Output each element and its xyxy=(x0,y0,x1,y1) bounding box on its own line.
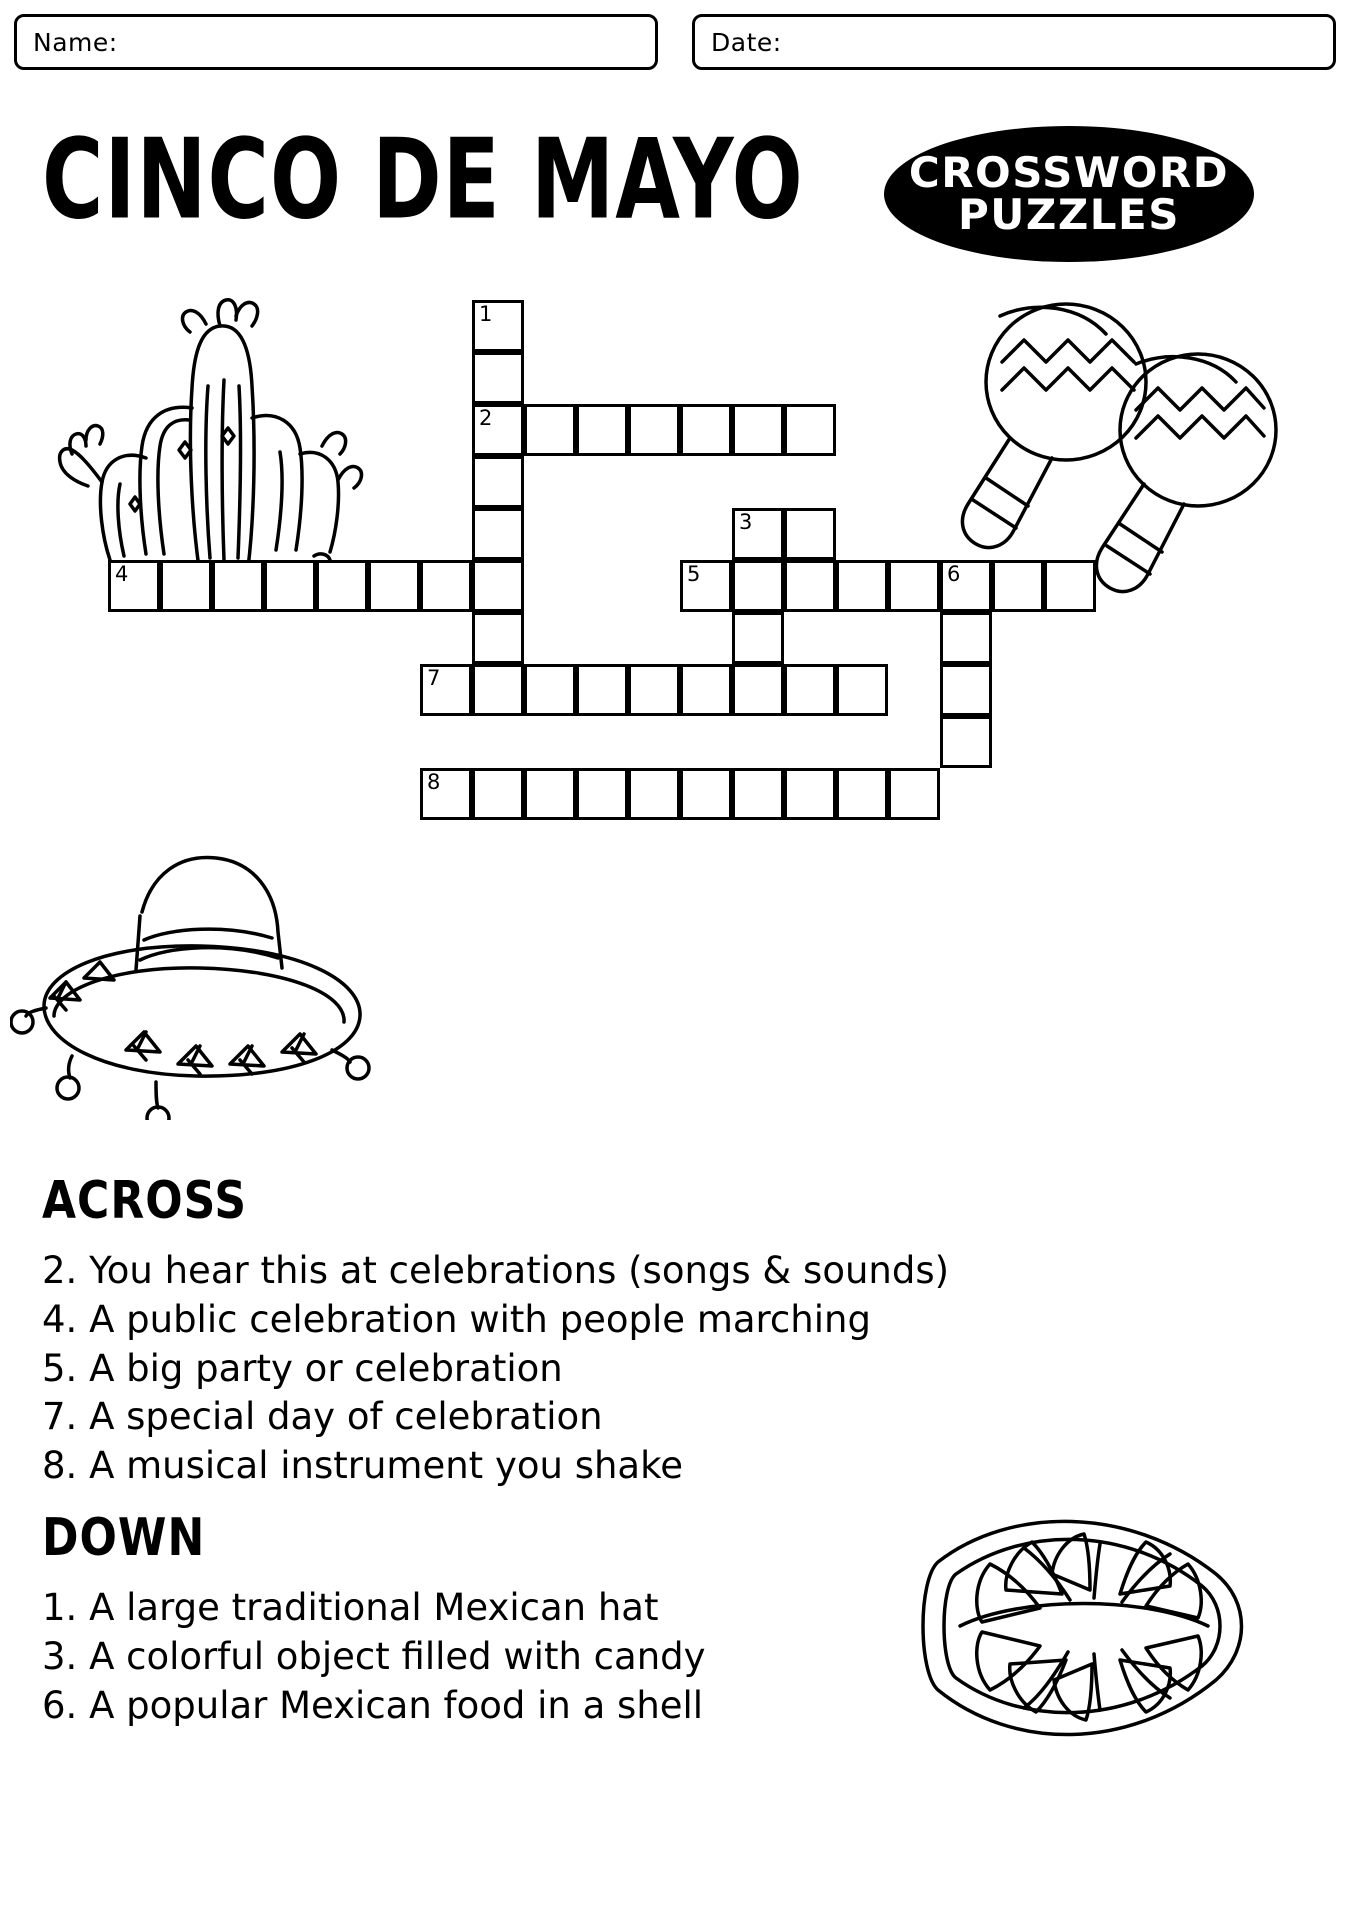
crossword-cell[interactable] xyxy=(420,768,472,820)
crossword-cell[interactable] xyxy=(836,560,888,612)
crossword-cell[interactable] xyxy=(888,560,940,612)
crossword-cell[interactable] xyxy=(472,560,524,612)
cell-number: 5 xyxy=(687,562,701,586)
crossword-cell[interactable] xyxy=(732,664,784,716)
crossword-cell[interactable] xyxy=(732,612,784,664)
badge-line1: CROSSWORD xyxy=(908,148,1230,197)
crossword-cell[interactable] xyxy=(1044,560,1096,612)
name-field[interactable] xyxy=(14,14,658,70)
cell-number: 3 xyxy=(739,510,753,534)
crossword-cell[interactable] xyxy=(784,664,836,716)
crossword-cell[interactable] xyxy=(420,560,472,612)
crossword-cell[interactable] xyxy=(316,560,368,612)
crossword-cell[interactable] xyxy=(472,300,524,352)
cell-number: 2 xyxy=(479,406,493,430)
clues-section xyxy=(42,1170,1332,1757)
down-clue-item: 3. A colorful object filled with candy xyxy=(42,1634,706,1678)
across-clue-item: 7. A special day of celebration xyxy=(42,1395,603,1439)
crossword-cell[interactable] xyxy=(472,456,524,508)
crossword-cell[interactable] xyxy=(472,404,524,456)
cell-number: 7 xyxy=(427,666,441,690)
crossword-grid[interactable] xyxy=(0,300,1350,1120)
crossword-cell[interactable] xyxy=(576,664,628,716)
crossword-cell[interactable] xyxy=(732,768,784,820)
crossword-cell[interactable] xyxy=(472,352,524,404)
crossword-cell[interactable] xyxy=(212,560,264,612)
header-fields xyxy=(14,14,1336,70)
crossword-cell[interactable] xyxy=(836,768,888,820)
down-clue-item: 6. A popular Mexican food in a shell xyxy=(42,1683,704,1727)
crossword-cell[interactable] xyxy=(992,560,1044,612)
crossword-cell[interactable] xyxy=(680,404,732,456)
crossword-cell[interactable] xyxy=(732,508,784,560)
crossword-cell[interactable] xyxy=(888,768,940,820)
cell-number: 1 xyxy=(479,302,493,326)
crossword-cell[interactable] xyxy=(940,664,992,716)
crossword-cell[interactable] xyxy=(940,612,992,664)
crossword-cell[interactable] xyxy=(628,768,680,820)
title-area xyxy=(42,115,1312,244)
crossword-cell[interactable] xyxy=(784,560,836,612)
across-clue-item: 4. A public celebration with people marching xyxy=(42,1297,871,1341)
crossword-cell[interactable] xyxy=(784,404,836,456)
crossword-cell[interactable] xyxy=(472,612,524,664)
crossword-cell[interactable] xyxy=(940,716,992,768)
across-clue-item: 8. A musical instrument you shake xyxy=(42,1444,683,1488)
cell-number: 8 xyxy=(427,770,441,794)
crossword-cell[interactable] xyxy=(576,768,628,820)
cell-number: 4 xyxy=(115,562,129,586)
down-clue-list xyxy=(42,1584,1332,1730)
crossword-cell[interactable] xyxy=(732,404,784,456)
crossword-cell[interactable] xyxy=(732,560,784,612)
crossword-cell[interactable] xyxy=(784,768,836,820)
crossword-cell[interactable] xyxy=(264,560,316,612)
across-clue-list xyxy=(42,1247,1332,1491)
name-label: Name: xyxy=(33,27,118,57)
crossword-cell[interactable] xyxy=(784,508,836,560)
cell-number: 6 xyxy=(947,562,961,586)
crossword-cell[interactable] xyxy=(576,404,628,456)
down-clue-item: 1. A large traditional Mexican hat xyxy=(42,1586,659,1630)
down-heading: DOWN xyxy=(42,1507,206,1569)
crossword-cell[interactable] xyxy=(524,768,576,820)
date-label: Date: xyxy=(711,27,782,57)
across-clue-item: 2. You hear this at celebrations (songs & sounds) xyxy=(42,1249,950,1292)
crossword-cell[interactable] xyxy=(472,664,524,716)
crossword-cell[interactable] xyxy=(628,404,680,456)
crossword-cell[interactable] xyxy=(680,768,732,820)
crossword-cell[interactable] xyxy=(940,560,992,612)
crossword-puzzles-badge xyxy=(884,126,1254,262)
crossword-cell[interactable] xyxy=(680,664,732,716)
across-heading: ACROSS xyxy=(42,1170,248,1231)
crossword-cell[interactable] xyxy=(524,664,576,716)
crossword-cell[interactable] xyxy=(420,664,472,716)
crossword-cell[interactable] xyxy=(524,404,576,456)
crossword-cell[interactable] xyxy=(160,560,212,612)
crossword-cell[interactable] xyxy=(368,560,420,612)
page-title: CINCO DE MAYO xyxy=(42,115,804,244)
crossword-cell[interactable] xyxy=(472,508,524,560)
badge-line2: PUZZLES xyxy=(958,190,1180,239)
crossword-cell[interactable] xyxy=(628,664,680,716)
date-field[interactable] xyxy=(692,14,1336,70)
crossword-cell[interactable] xyxy=(472,768,524,820)
crossword-cell[interactable] xyxy=(108,560,160,612)
crossword-cell[interactable] xyxy=(836,664,888,716)
crossword-cell[interactable] xyxy=(680,560,732,612)
across-clue-item: 5. A big party or celebration xyxy=(42,1346,563,1390)
